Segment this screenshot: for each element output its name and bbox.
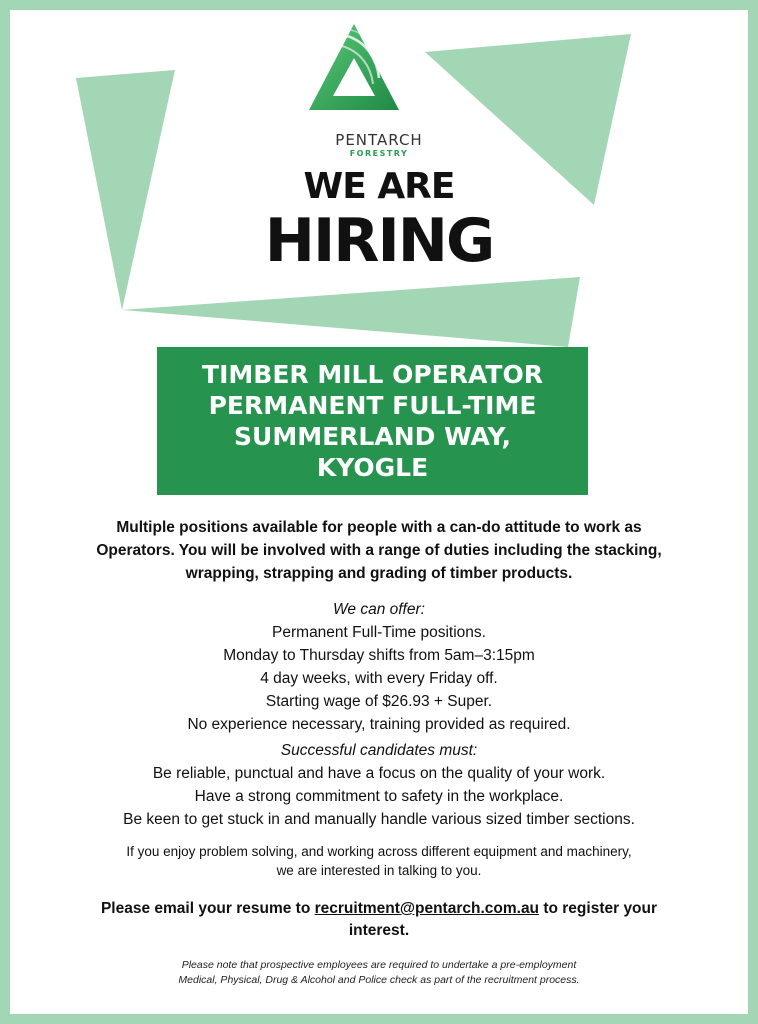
pentarch-triangle-logo-icon: [307, 22, 401, 114]
enjoy-line: we are interested in talking to you.: [276, 863, 482, 878]
enjoy-paragraph: [40, 842, 718, 880]
email-text-after: to register your: [539, 900, 658, 917]
job-line: SUMMERLAND WAY,: [234, 422, 511, 451]
brand-name: PENTARCH: [335, 131, 423, 149]
email-line: [30, 898, 728, 920]
bottom-green-triangle: [122, 277, 580, 347]
intro-line: Operators. You will be involved with a range of duties including the stacking,: [96, 542, 662, 559]
offer-item: Monday to Thursday shifts from 5am–3:15pm: [223, 647, 535, 664]
offer-item: Permanent Full-Time positions.: [272, 624, 486, 641]
requirement-item: Be keen to get stuck in and manually handle various sized timber sections.: [123, 811, 635, 828]
offer-item: No experience necessary, training provided as required.: [187, 716, 571, 733]
email-text-before: Please email your resume to: [100, 900, 315, 917]
job-title-box: [157, 347, 588, 495]
footnote-line: Please note that prospective employees are required to undertake a pre-employment: [181, 959, 577, 971]
offer-section: [40, 598, 718, 736]
requirement-item: Be reliable, punctual and have a focus on the quality of your work.: [152, 765, 606, 782]
offer-item: Starting wage of $26.93 + Super.: [265, 693, 493, 710]
requirements-heading: Successful candidates must:: [280, 742, 478, 759]
brand-subtitle: FORESTRY: [349, 149, 409, 158]
enjoy-line: If you enjoy problem solving, and working across different equipment and machinery,: [126, 844, 632, 859]
job-line: TIMBER MILL OPERATOR: [202, 360, 543, 389]
footnote: [40, 958, 718, 988]
offer-item: 4 day weeks, with every Friday off.: [260, 670, 498, 687]
requirement-item: Have a strong commitment to safety in the workplace.: [194, 788, 564, 805]
email-link[interactable]: recruitment@pentarch.com.au: [314, 900, 540, 917]
hiring-poster: [10, 10, 748, 1014]
intro-paragraph: [40, 516, 718, 585]
intro-line: Multiple positions available for people with a can-do attitude to work as: [116, 519, 642, 536]
offer-heading: We can offer:: [333, 601, 425, 618]
intro-line: wrapping, strapping and grading of timber products.: [185, 565, 573, 582]
requirements-section: [40, 739, 718, 831]
job-line: PERMANENT FULL-TIME: [208, 391, 537, 420]
headline-we-are: WE ARE: [303, 166, 455, 207]
job-line: KYOGLE: [316, 453, 429, 482]
email-line-2: interest.: [348, 922, 410, 939]
headline-hiring: HIRING: [264, 206, 494, 276]
footnote-line: Medical, Physical, Drug & Alcohol and Police check as part of the recruitment process.: [178, 974, 580, 986]
email-call-to-action: [30, 898, 728, 942]
